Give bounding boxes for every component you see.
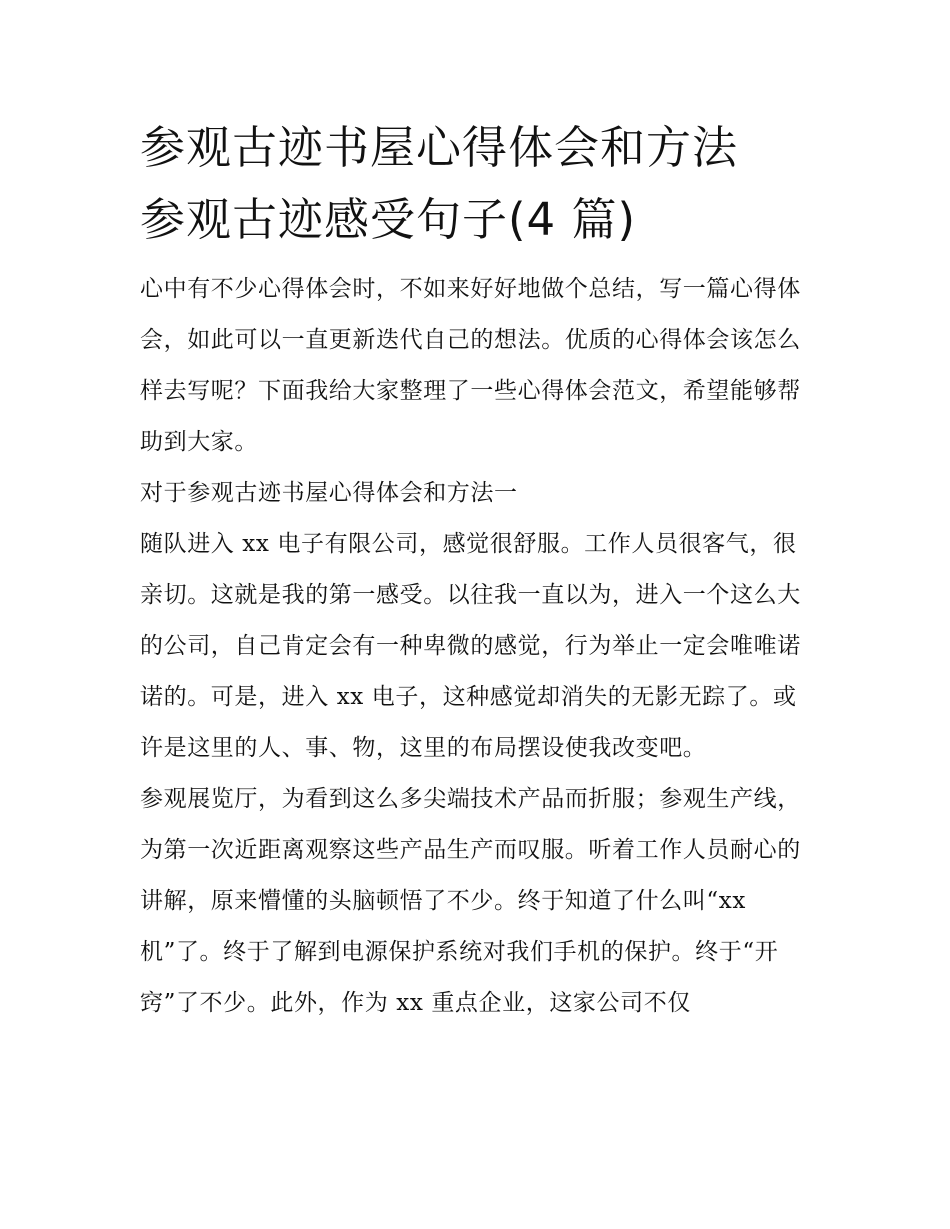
section-heading: 对于参观古迹书屋心得体会和方法一: [140, 480, 518, 506]
intro-paragraph: 心中有不少心得体会时，不如来好好地做个总结，写一篇心得体会，如此可以一直更新迭代自己的想法。优质的心得体会该怎么样去写呢？下面我给大家整理了一些心得体会范文，希望能够帮助到大家。: [140, 276, 801, 455]
title-line-1: 参观古迹书屋心得体会和方法: [140, 121, 739, 174]
document-title: [140, 112, 812, 256]
body-paragraph-2: 参观展览厅，为看到这么多尖端技术产品而折服；参观生产线，为第一次近距离观察这些产品生产而叹服。听着工作人员耐心的讲解，原来懵懂的头脑顿悟了不少。终于知道了什么叫“xx 机”了。终于了解到电源保护系统对我们手机的保护。终于“开窍”了不少。此外，作为 xx 重点企业，这家公司不仅: [140, 786, 801, 1016]
document-body: [140, 112, 812, 1029]
title-line-2: 参观古迹感受句子(4 篇): [140, 193, 637, 246]
body-paragraph-1: 随队进入 xx 电子有限公司，感觉很舒服。工作人员很客气，很亲切。这就是我的第一感受。以往我一直以为，进入一个这么大的公司，自己肯定会有一种卑微的感觉，行为举止一定会唯唯诺诺的。可是，进入 xx 电子，这种感觉却消失的无影无踪了。或许是这里的人、事、物，这里的布局摆设使我改变吧。: [140, 531, 801, 761]
